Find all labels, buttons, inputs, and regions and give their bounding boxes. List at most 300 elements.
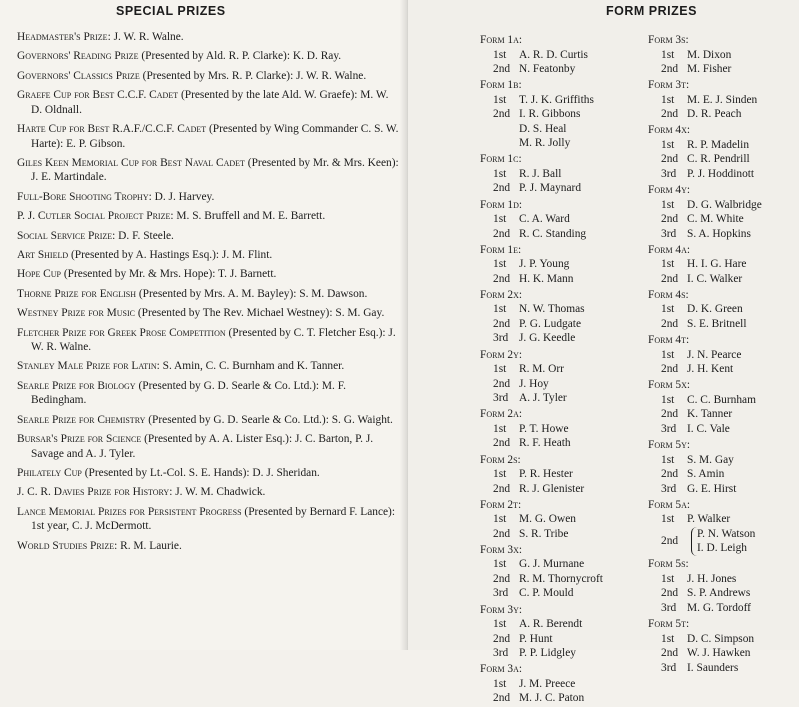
entry-rank: 2nd	[493, 632, 511, 645]
prize-name: Giles Keen Memorial Cup for Best Naval Cadet	[17, 156, 245, 169]
prize-detail: (Presented by A. A. Lister Esq.): J. C. Barton, P. J. Savage and A. J. Tyler.	[31, 433, 374, 460]
form-block	[648, 288, 798, 332]
special-prizes-heading: SPECIAL PRIZES	[116, 4, 226, 18]
form-entry	[480, 272, 650, 287]
form-name: Form 5a:	[648, 498, 691, 511]
entry-rank: 2nd	[493, 227, 511, 240]
entry-rank: 3rd	[661, 482, 677, 495]
prize-name: Searle Prize for Biology	[17, 379, 136, 392]
entry-rank: 2nd	[661, 468, 679, 480]
entry-rank: 1st	[661, 453, 675, 466]
form-entry	[480, 93, 650, 108]
form-entry	[648, 407, 798, 422]
entry-name: I. C. Walker	[687, 272, 743, 285]
entry-rank: 2nd	[661, 317, 679, 330]
entry-name: M. J. C. Paton	[519, 692, 585, 705]
entry-name: P. T. Howe	[519, 422, 569, 435]
entry-name: W. J. Hawken	[687, 647, 751, 660]
entry-rank: 2nd	[661, 153, 679, 166]
form-entry	[480, 436, 650, 451]
form-entry	[648, 453, 798, 468]
form-name: Form 2s:	[480, 453, 521, 466]
prize-name: Stanley Male Prize for Latin	[17, 360, 157, 373]
entry-rank: 2nd	[661, 408, 679, 421]
entry-name: J. Hoy	[519, 377, 549, 390]
form-entry	[648, 362, 798, 377]
entry-name: J. H. Kent	[687, 363, 734, 376]
entry-rank: 1st	[493, 513, 507, 526]
entry-rank: 3rd	[661, 167, 677, 180]
entry-name: D. G. Walbridge	[687, 198, 762, 211]
entry-rank: 2nd	[661, 213, 679, 226]
entry-name: C. C. Burnham	[687, 393, 756, 406]
entry-name: P. J. Hoddinott	[687, 167, 755, 180]
form-block	[648, 333, 798, 377]
prize-entry	[17, 229, 399, 244]
form-block	[648, 183, 798, 241]
entry-rank: 2nd	[493, 377, 511, 390]
entry-name: R. F. Heath	[519, 437, 571, 450]
form-entry	[648, 586, 798, 601]
form-block	[480, 198, 650, 242]
prize-name: Thorne Prize for English	[17, 287, 137, 300]
form-block	[648, 33, 798, 77]
entry-rank: 2nd	[493, 108, 511, 121]
prize-entry	[17, 209, 399, 224]
form-entry	[480, 48, 650, 63]
form-name: Form 1a:	[480, 34, 523, 46]
entry-name: P. Walker	[687, 513, 731, 526]
form-entry	[480, 677, 650, 692]
prize-name: Headmaster's Prize	[17, 31, 108, 43]
entry-rank: 2nd	[493, 527, 511, 540]
prize-entry	[17, 432, 399, 461]
entry-rank: 1st	[493, 167, 507, 180]
form-entry	[648, 48, 798, 63]
prize-name: Philately Cup	[17, 467, 82, 480]
form-name: Form 1b:	[480, 79, 522, 92]
prize-entry	[17, 190, 399, 205]
form-entry	[480, 391, 650, 406]
prize-name: Harte Cup for Best R.A.F./C.C.F. Cadet	[17, 123, 207, 136]
brace-group	[691, 527, 755, 556]
form-entry	[480, 107, 650, 122]
entry-rank: 1st	[661, 48, 675, 61]
entry-rank: 1st	[661, 258, 675, 271]
form-entry	[480, 181, 650, 196]
prize-entry	[17, 248, 399, 263]
entry-rank: 3rd	[661, 422, 677, 435]
prize-entry	[17, 505, 399, 534]
entry-rank: 1st	[661, 513, 675, 526]
prize-detail: : D. J. Harvey.	[148, 190, 215, 203]
prize-detail: (Presented by G. D. Searle & Co. Ltd.): S. G. Waight.	[145, 413, 393, 426]
entry-rank: 2nd	[661, 363, 679, 376]
prize-entry	[17, 379, 399, 408]
prize-name: Graefe Cup for Best C.C.F. Cadet	[17, 89, 179, 102]
form-name: Form 4a:	[648, 243, 691, 256]
entry-name: N. W. Thomas	[519, 303, 585, 316]
form-name: Form 1c:	[480, 153, 522, 166]
entry-name: I. C. Vale	[687, 422, 730, 435]
form-name: Form 5y:	[648, 439, 691, 451]
form-entry	[480, 227, 650, 242]
entry-name: H. K. Mann	[519, 272, 574, 285]
form-block	[648, 243, 798, 287]
entry-name: C. P. Mould	[519, 587, 574, 600]
prize-entry	[17, 287, 399, 302]
form-entry	[648, 62, 798, 77]
entry-rank: 1st	[661, 572, 675, 585]
form-name: Form 3x:	[480, 543, 523, 556]
entry-name: M. G. Tordoff	[687, 601, 751, 614]
form-block	[480, 603, 650, 661]
form-block	[648, 617, 798, 675]
form-name: Form 3s:	[648, 34, 689, 46]
form-entry	[480, 557, 650, 572]
entry-name: C. A. Ward	[519, 213, 570, 226]
entry-rank: 1st	[661, 138, 675, 151]
entry-rank: 1st	[493, 363, 507, 376]
prize-detail: : S. Amin, C. C. Burnham and K. Tanner.	[156, 360, 345, 373]
form-entry	[648, 317, 798, 332]
form-block	[480, 288, 650, 346]
form-entry	[480, 167, 650, 182]
prize-entry	[17, 539, 399, 554]
prize-detail: : D. F. Steele.	[112, 229, 174, 242]
prize-detail: (Presented by Ald. R. P. Clarke): K. D. Ray.	[138, 50, 342, 63]
entry-name: I. D. Leigh	[697, 542, 747, 555]
prize-entry	[17, 326, 399, 355]
form-name: Form 5s:	[648, 558, 689, 571]
form-entry	[480, 302, 650, 317]
form-entry	[480, 586, 650, 601]
right-page	[408, 0, 799, 705]
prize-name: Bursar's Prize for Science	[17, 433, 142, 446]
form-entry	[480, 257, 650, 272]
entry-name: C. R. Pendrill	[687, 153, 750, 166]
prize-name: Hope Cup	[17, 268, 62, 281]
prize-name: Full-Bore Shooting Trophy	[17, 190, 149, 203]
entry-rank: 3rd	[661, 661, 677, 674]
prize-detail: (Presented by Mrs. A. M. Bayley): S. M. Dawson.	[136, 287, 368, 300]
left-page	[0, 0, 408, 650]
entry-rank: 2nd	[493, 482, 511, 495]
entry-rank: 2nd	[493, 572, 511, 585]
form-block	[480, 243, 650, 287]
entry-name: R. P. Madelin	[687, 138, 750, 151]
prize-name: Art Shield	[17, 249, 69, 262]
form-entry	[648, 152, 798, 167]
prize-detail: (Presented by Mr. & Mrs. Hope): T. J. Barnett.	[61, 268, 277, 281]
form-prizes-column-1	[480, 33, 650, 707]
form-prizes-heading: FORM PRIZES	[606, 4, 697, 18]
form-entry	[480, 512, 650, 527]
entry-name: J. N. Pearce	[687, 348, 742, 361]
entry-rank: 1st	[493, 48, 507, 61]
prize-detail: (Presented by G. D. Searle & Co. Ltd.): M. F. Bedingham.	[31, 379, 347, 407]
entry-rank: 1st	[493, 618, 507, 631]
entry-name: D. K. Green	[687, 303, 743, 316]
entry-name: T. J. K. Griffiths	[519, 93, 594, 106]
entry-name: P. J. Maynard	[519, 182, 582, 195]
entry-name: R. M. Thornycroft	[519, 572, 603, 585]
entry-rank: 2nd	[493, 182, 511, 195]
prize-detail: : M. S. Bruffell and M. E. Barrett.	[170, 210, 326, 223]
entry-name: K. Tanner	[687, 408, 733, 421]
entry-name: R. M. Orr	[519, 363, 564, 376]
entry-rank: 3rd	[661, 601, 677, 614]
entry-name: M. Dixon	[687, 48, 732, 61]
form-block	[648, 123, 798, 181]
entry-name: R. J. Ball	[519, 167, 562, 180]
entry-name: D. C. Simpson	[687, 632, 755, 645]
entry-name: M. R. Jolly	[519, 137, 571, 150]
entry-rank: 1st	[661, 93, 675, 106]
form-entry	[648, 212, 798, 227]
prize-entry	[17, 69, 399, 84]
entry-rank: 2nd	[493, 63, 511, 75]
entry-rank: 2nd	[493, 272, 511, 285]
entry-name: S. Amin	[687, 468, 725, 480]
entry-rank: 1st	[493, 258, 507, 271]
prize-detail: (Presented by Mr. & Mrs. Keen): J. E. Martindale.	[31, 156, 399, 184]
form-name: Form 5x:	[648, 379, 691, 392]
entry-name: J. H. Jones	[687, 572, 737, 585]
form-entry	[480, 691, 650, 706]
form-block	[648, 557, 798, 615]
entry-name: D. R. Peach	[687, 108, 742, 121]
form-entry	[648, 302, 798, 317]
prize-detail: (Presented by Lt.-Col. S. E. Hands): D. J. Sheridan.	[81, 467, 320, 480]
form-entry	[648, 661, 798, 676]
entry-rank: 2nd	[661, 534, 679, 547]
prize-name: Governors' Reading Prize	[17, 50, 139, 63]
form-name: Form 5t:	[648, 618, 690, 631]
form-entry	[480, 617, 650, 632]
form-entry	[648, 393, 798, 408]
prize-entry	[17, 49, 399, 64]
prize-detail: (Presented by Wing Commander C. S. W. Harte): E. P. Gibson.	[31, 123, 399, 150]
form-block	[480, 407, 650, 451]
form-entry	[648, 138, 798, 153]
entry-name: C. M. White	[687, 213, 744, 226]
entry-name: J. G. Keedle	[519, 332, 576, 345]
prize-detail: : R. M. Laurie.	[114, 539, 182, 552]
form-entry-tied	[648, 527, 798, 556]
form-entry	[648, 257, 798, 272]
entry-rank: 1st	[493, 422, 507, 435]
prize-entry	[17, 306, 399, 321]
entry-name: S. R. Tribe	[519, 527, 569, 540]
entry-rank: 1st	[493, 558, 507, 571]
form-prizes-column-2	[648, 33, 798, 677]
entry-rank: 3rd	[661, 227, 677, 240]
prize-detail: (Presented by Mrs. R. P. Clarke): J. W. R. Walne.	[139, 69, 367, 82]
form-entry	[648, 632, 798, 647]
form-entry	[648, 198, 798, 213]
entry-name: S. M. Gay	[687, 453, 734, 466]
form-name: Form 2t:	[480, 498, 522, 511]
form-block	[648, 378, 798, 436]
form-entry	[648, 272, 798, 287]
form-name: Form 4x:	[648, 124, 691, 137]
prize-name: Lance Memorial Prizes for Persistent Progress	[17, 505, 242, 518]
form-name: Form 2x:	[480, 288, 523, 301]
entry-rank: 2nd	[493, 437, 511, 450]
entry-rank: 2nd	[661, 63, 679, 75]
entry-name: I. Saunders	[687, 661, 739, 674]
entry-rank: 2nd	[661, 272, 679, 285]
prize-name: Governors' Classics Prize	[17, 69, 140, 82]
prize-detail: (Presented by The Rev. Michael Westney): S. M. Gay.	[134, 307, 385, 320]
form-name: Form 4t:	[648, 334, 690, 347]
entry-rank: 1st	[661, 198, 675, 211]
entry-name: R. J. Glenister	[519, 482, 585, 495]
prize-name: J. C. R. Davies Prize for History	[17, 486, 170, 499]
form-entry	[648, 482, 798, 497]
prize-detail: : J. W. R. Walne.	[107, 31, 184, 43]
prize-name: P. J. Cutler Social Project Prize	[17, 210, 171, 223]
form-entry	[648, 227, 798, 242]
prize-name: Westney Prize for Music	[17, 307, 135, 320]
form-name: Form 3t:	[648, 79, 690, 92]
prize-entry	[17, 122, 399, 151]
form-entry	[648, 467, 798, 482]
form-block	[480, 453, 650, 497]
entry-rank: 1st	[661, 303, 675, 316]
prize-detail: (Presented by Bernard F. Lance): 1st year, C. J. McDermott.	[31, 505, 396, 533]
form-entry	[648, 422, 798, 437]
form-entry	[648, 572, 798, 587]
form-name: Form 4y:	[648, 184, 691, 197]
entry-name: H. I. G. Hare	[687, 258, 747, 271]
form-entry	[648, 348, 798, 363]
entry-name: S. E. Britnell	[687, 317, 747, 330]
entry-name: S. P. Andrews	[687, 587, 751, 600]
special-prizes-list	[17, 30, 399, 558]
form-block	[480, 348, 650, 406]
entry-name: P. Hunt	[519, 632, 553, 645]
form-name: Form 1d:	[480, 198, 523, 211]
form-entry	[480, 62, 650, 77]
entry-name: A. J. Tyler	[519, 392, 567, 405]
prize-detail: (Presented by the late Ald. W. Graefe): M. W. D. Oldnall.	[31, 89, 389, 116]
prize-detail: : J. W. M. Chadwick.	[169, 486, 266, 499]
form-block	[480, 543, 650, 601]
entry-name: J. P. Young	[519, 258, 570, 271]
form-entry	[480, 422, 650, 437]
form-block	[648, 438, 798, 496]
form-name: Form 2a:	[480, 408, 523, 421]
form-block	[648, 498, 798, 556]
entry-name: M. E. J. Sinden	[687, 93, 758, 106]
prize-name: World Studies Prize	[17, 539, 115, 552]
prize-name: Fletcher Prize for Greek Prose Competition	[17, 326, 226, 339]
form-entry	[480, 632, 650, 647]
prize-entry	[17, 30, 399, 45]
form-entry	[480, 527, 650, 542]
form-entry	[648, 646, 798, 661]
prize-detail: (Presented by C. T. Fletcher Esq.): J. W. R. Walne.	[31, 326, 396, 354]
form-entry	[648, 167, 798, 182]
entry-name: P. R. Hester	[519, 468, 573, 480]
form-entry	[648, 107, 798, 122]
entry-rank: 2nd	[493, 317, 511, 330]
entry-rank: 1st	[493, 303, 507, 316]
entry-rank: 3rd	[493, 587, 509, 600]
prize-entry	[17, 485, 399, 500]
prize-entry	[17, 156, 399, 185]
entry-name: M. Fisher	[687, 63, 732, 75]
entry-rank: 2nd	[661, 647, 679, 660]
form-entry	[648, 512, 798, 527]
entry-rank: 2nd	[493, 692, 511, 705]
form-block	[480, 152, 650, 196]
prize-entry	[17, 88, 399, 117]
entry-rank: 1st	[493, 213, 507, 226]
prize-entry	[17, 267, 399, 282]
form-block	[480, 78, 650, 151]
form-entry	[480, 646, 650, 661]
entry-rank: 1st	[661, 348, 675, 361]
entry-name: P. G. Ludgate	[519, 317, 582, 330]
form-entry	[648, 93, 798, 108]
prize-entry	[17, 413, 399, 428]
entry-rank: 3rd	[493, 332, 509, 345]
entry-name: P. N. Watson	[697, 527, 756, 540]
entry-name: G. J. Murnane	[519, 558, 585, 571]
form-entry	[480, 572, 650, 587]
form-block	[480, 33, 650, 77]
entry-rank: 2nd	[661, 108, 679, 121]
entry-name: J. M. Preece	[519, 677, 576, 690]
form-entry	[480, 212, 650, 227]
form-block	[480, 662, 650, 706]
entry-name: A. R. Berendt	[519, 618, 583, 631]
entry-rank: 1st	[661, 393, 675, 406]
entry-rank: 1st	[661, 632, 675, 645]
form-entry	[480, 317, 650, 332]
form-name: Form 2y:	[480, 348, 523, 361]
prize-entry	[17, 466, 399, 481]
entry-name: M. G. Owen	[519, 513, 576, 526]
form-name: Form 3y:	[480, 603, 523, 616]
entry-name: G. E. Hirst	[687, 482, 737, 495]
entry-rank: 3rd	[493, 392, 509, 405]
form-entry	[480, 331, 650, 346]
form-name: Form 3a:	[480, 663, 523, 676]
entry-name: S. A. Hopkins	[687, 227, 751, 240]
prize-name: Social Service Prize	[17, 229, 113, 242]
prize-entry	[17, 359, 399, 374]
prize-detail: (Presented by A. Hastings Esq.): J. M. Flint.	[68, 249, 273, 262]
form-name: Form 4s:	[648, 288, 689, 301]
entry-name: R. C. Standing	[519, 227, 587, 240]
entry-rank: 1st	[493, 93, 507, 106]
entry-name: N. Featonby	[519, 63, 576, 75]
prize-name: Searle Prize for Chemistry	[17, 413, 146, 426]
form-entry	[480, 362, 650, 377]
form-entry	[480, 482, 650, 497]
form-block	[480, 498, 650, 542]
form-entry	[480, 467, 650, 482]
entry-name: I. R. Gibbons	[519, 108, 581, 121]
entry-rank: 2nd	[661, 587, 679, 600]
entry-name: D. S. Heal	[519, 122, 567, 135]
entry-rank: 1st	[493, 677, 507, 690]
form-name: Form 1e:	[480, 243, 522, 256]
